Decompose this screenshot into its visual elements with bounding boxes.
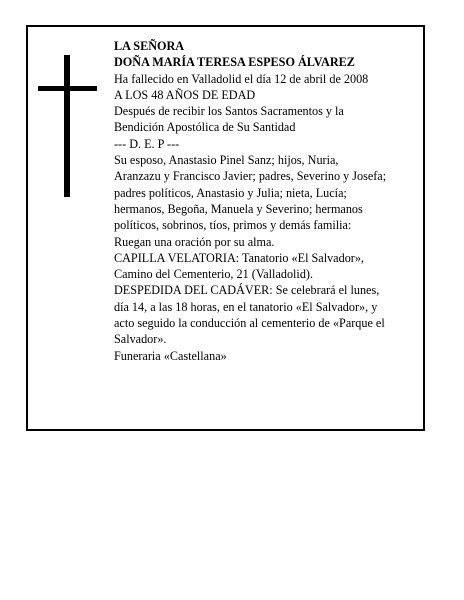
family-line: padres políticos, Anastasio y Julia; nieta, Lucía; [114, 185, 347, 200]
cross-icon [64, 55, 70, 197]
sacraments-line: Bendición Apostólica de Su Santidad [114, 120, 296, 135]
family-line: Aranzazu y Francisco Javier; padres, Severino y Josefa; [114, 169, 387, 184]
death-date-line: Ha fallecido en Valladolid el día 12 de abril de 2008 [114, 71, 369, 86]
family-line: hermanos, Begoña, Manuela y Severino; hermanos [114, 201, 363, 216]
prayer-request: Ruegan una oración por su alma. [114, 234, 275, 249]
family-line: Su esposo, Anastasio Pinel Sanz; hijos, Nuria, [114, 153, 339, 168]
farewell-line: DESPEDIDA DEL CADÁVER: Se celebrará el lunes, [114, 283, 380, 298]
farewell-line: Salvador». [114, 332, 167, 347]
farewell-line: acto seguido la conducción al cementerio de «Parque el [114, 316, 385, 331]
salutation: LA SEÑORA [114, 39, 185, 53]
age-line: A LOS 48 AÑOS DE EDAD [114, 87, 256, 102]
funeral-home: Funeraria «Castellana» [114, 348, 227, 363]
farewell-line: día 14, a las 18 horas, en el tanatorio «El Salvador», y [114, 299, 378, 314]
deceased-name: DOÑA MARÍA TERESA ESPESO ÁLVAREZ [114, 55, 355, 70]
cross-icon-crossbar [38, 86, 97, 91]
obituary-text [114, 38, 414, 364]
chapel-line: Camino del Cementerio, 21 (Valladolid). [114, 267, 314, 282]
family-line: políticos, sobrinos, tíos, primos y demás familia: [114, 218, 352, 233]
chapel-line: CAPILLA VELATORIA: Tanatorio «El Salvador», [114, 250, 364, 265]
sacraments-line: Después de recibir los Santos Sacramentos y la [114, 104, 344, 119]
rip-line: --- D. E. P --- [114, 136, 180, 151]
